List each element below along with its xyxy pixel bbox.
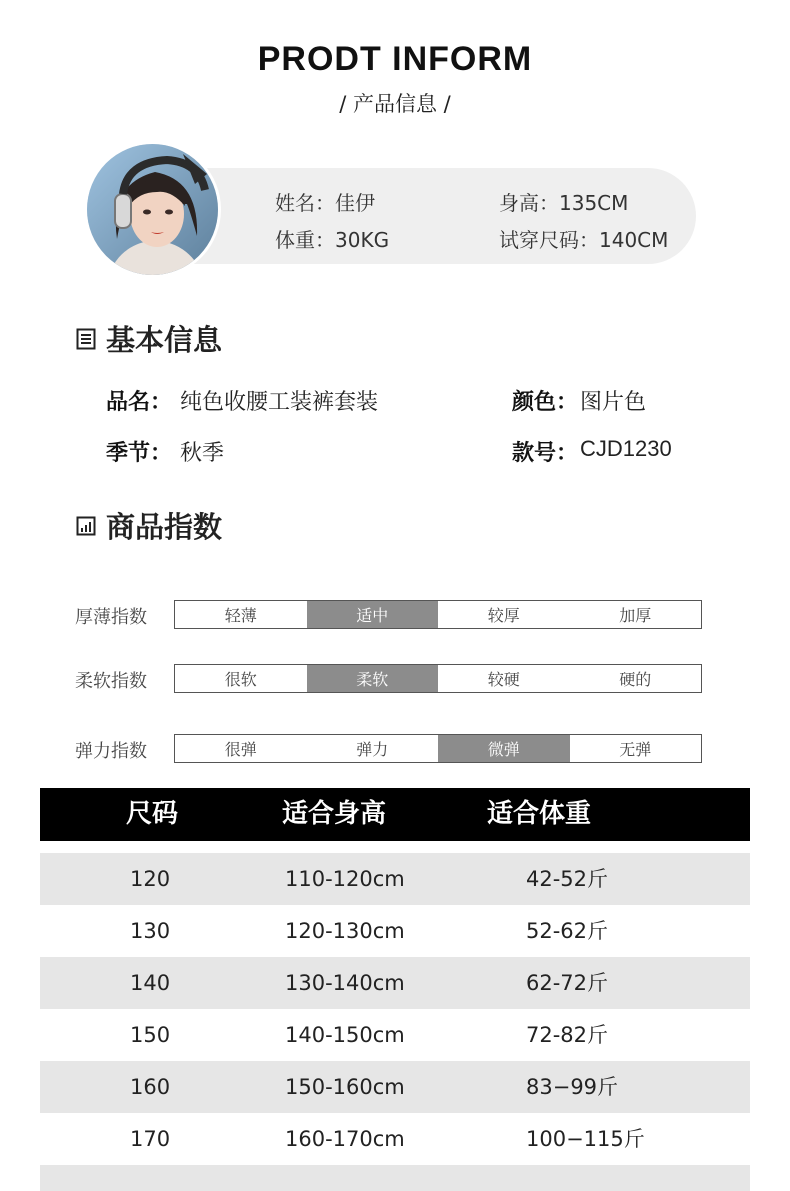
size-cell: 130 <box>130 919 171 943</box>
table-row <box>40 853 750 905</box>
index-option: 弹力 <box>356 740 389 759</box>
index-scale <box>174 734 702 763</box>
index-label: 厚薄指数 <box>75 607 147 628</box>
index-option-selected: 微弹 <box>438 735 570 762</box>
index-option: 轻薄 <box>224 606 257 625</box>
model-try-size: 试穿尺码：140CM <box>499 228 669 252</box>
model-height: 身高：135CM <box>499 191 629 215</box>
index-label: 弹力指数 <box>75 741 147 762</box>
height-cell: 130-140cm <box>285 971 405 995</box>
product-index-heading <box>76 505 222 546</box>
height-column-header: 适合身高 <box>282 799 387 829</box>
index-label: 柔软指数 <box>75 671 147 692</box>
color-value: 图片色 <box>580 390 647 415</box>
model-avatar <box>84 141 221 278</box>
index-option: 很弹 <box>224 740 257 759</box>
index-scale <box>174 664 702 693</box>
height-cell: 160-170cm <box>285 1127 405 1151</box>
season-value: 秋季 <box>180 441 225 466</box>
style-number-value: CJD1230 <box>580 436 672 461</box>
index-scale <box>174 600 702 629</box>
height-cell: 150-160cm <box>285 1075 405 1099</box>
weight-cell: 72-82斤 <box>526 1023 609 1047</box>
page-subtitle: / 产品信息 / <box>339 92 451 116</box>
index-option: 无弹 <box>619 740 652 759</box>
size-cell: 160 <box>130 1075 171 1099</box>
table-row <box>40 1061 750 1113</box>
season-label: 季节： <box>106 441 173 466</box>
weight-cell: 42-52斤 <box>526 867 609 891</box>
weight-cell: 100−115斤 <box>526 1127 645 1151</box>
document-icon <box>76 328 96 350</box>
bar-chart-icon <box>76 515 96 537</box>
basic-info-title: 基本信息 <box>106 323 223 357</box>
table-row <box>40 905 750 957</box>
index-option-selected: 柔软 <box>307 665 439 692</box>
table-row <box>40 1009 750 1061</box>
page-title: PRODT INFORM <box>257 40 533 78</box>
size-cell: 140 <box>130 971 171 995</box>
weight-cell: 83−99斤 <box>526 1075 619 1099</box>
index-option: 硬的 <box>619 670 652 689</box>
height-cell: 140-150cm <box>285 1023 405 1047</box>
table-row <box>40 957 750 1009</box>
weight-column-header: 适合体重 <box>487 799 592 829</box>
weight-cell: 62-72斤 <box>526 971 609 995</box>
product-name-label: 品名： <box>106 390 173 415</box>
weight-cell: 52-62斤 <box>526 919 609 943</box>
index-option: 很软 <box>224 670 257 689</box>
table-row <box>40 1113 750 1165</box>
size-cell: 170 <box>130 1127 171 1151</box>
size-cell: 150 <box>130 1023 171 1047</box>
product-name-value: 纯色收腰工装裤套装 <box>180 390 379 415</box>
model-weight: 体重：30KG <box>275 228 390 252</box>
style-number-label: 款号： <box>512 441 579 466</box>
table-row-continuation <box>40 1165 750 1191</box>
index-option: 加厚 <box>619 606 652 625</box>
size-column-header: 尺码 <box>126 799 179 829</box>
index-option: 较硬 <box>487 670 520 689</box>
model-name: 姓名：佳伊 <box>275 191 375 215</box>
height-cell: 120-130cm <box>285 919 405 943</box>
color-label: 颜色： <box>512 390 579 415</box>
basic-info-heading <box>76 318 222 359</box>
model-photo-icon <box>87 144 221 278</box>
size-cell: 120 <box>130 867 171 891</box>
height-cell: 110-120cm <box>285 867 405 891</box>
index-option-selected: 适中 <box>307 601 439 628</box>
index-option: 较厚 <box>487 606 520 625</box>
product-index-title: 商品指数 <box>106 510 223 544</box>
size-table-header <box>40 788 750 841</box>
